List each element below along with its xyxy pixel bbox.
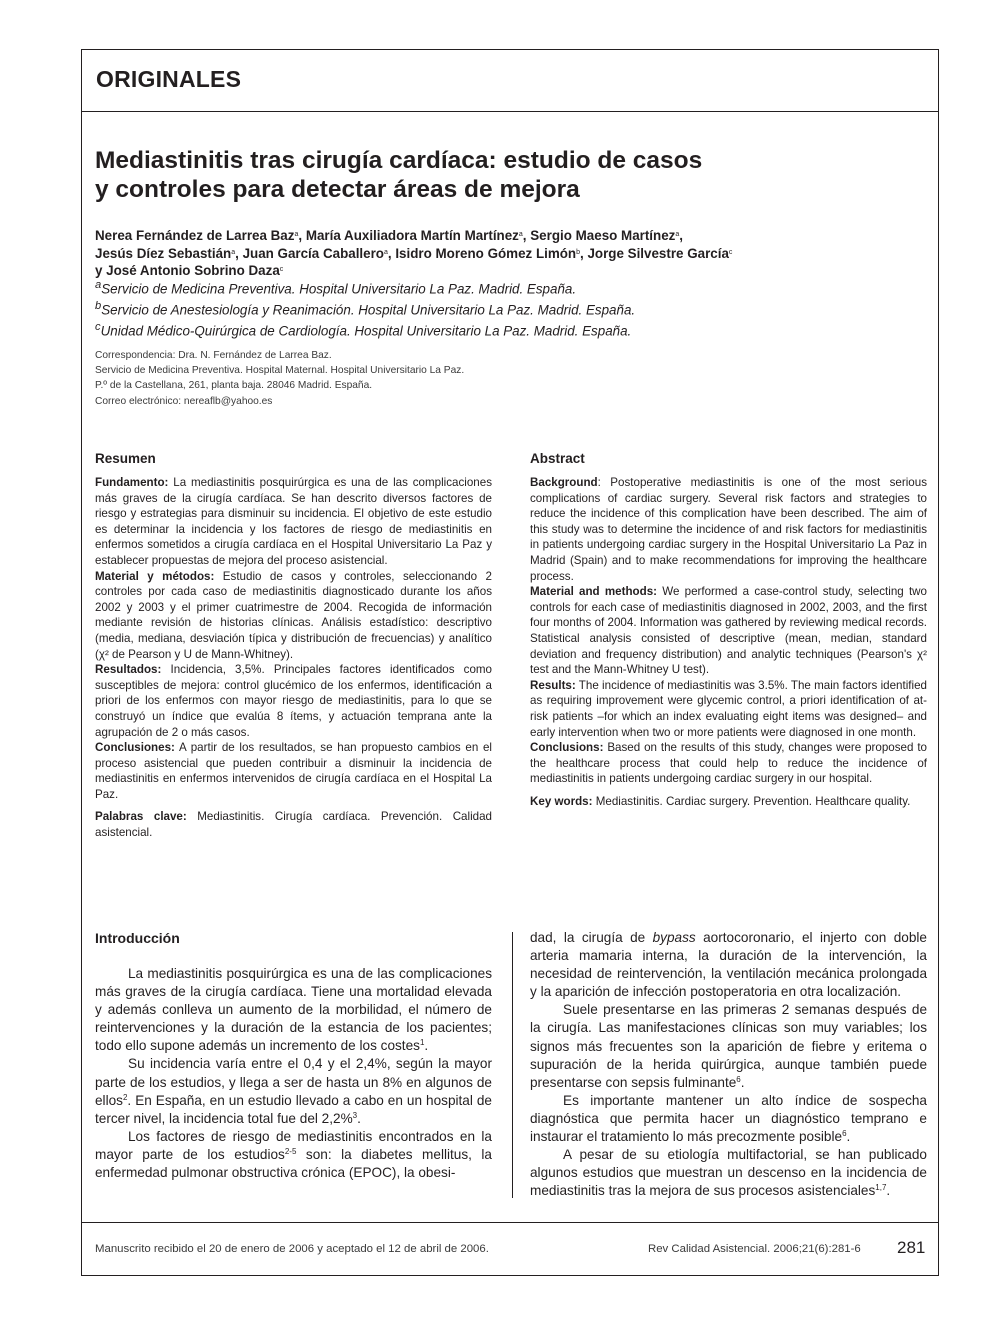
author: Sergio Maeso Martínez — [530, 228, 676, 243]
resumen-text: Incidencia, 3,5%. Principales factores identificados como susceptibles de mejora: control glucémico de los enfermos, identificación a priori de los enfermos con mayor riesgo de mediastinitis, para lo que se construyó un índice que evalúa 8 ítems, y actuación temprana ante la agrupación de 2 o más casos. — [95, 663, 492, 739]
abstract-body — [530, 475, 927, 809]
footer-received: Manuscrito recibido el 20 de enero de 2006 y aceptado el 12 de abril de 2006. — [95, 1243, 489, 1255]
keywords-label: Key words: — [530, 794, 593, 808]
keywords-text: Mediastinitis. Cirugía cardíaca. Prevención. Calidad asistencial. — [95, 810, 493, 840]
author-list — [95, 227, 915, 280]
intro-paragraph — [95, 965, 492, 1055]
resumen-label: Fundamento: — [95, 476, 169, 489]
affiliation — [95, 319, 915, 340]
author-separator: , — [580, 245, 588, 261]
correspondence-line: Correspondencia: Dra. N. Fernández de Larrea Baz. — [95, 350, 332, 361]
affiliation-mark: b — [95, 299, 102, 312]
citation: 2 — [122, 1092, 128, 1102]
abstract-label: Background — [530, 476, 598, 489]
abstract-paragraph — [530, 678, 927, 740]
keywords-text: Mediastinitis. Cardiac surgery. Prevention. Healthcare quality. — [592, 794, 911, 808]
author-separator: , — [298, 228, 306, 243]
resumen-paragraph — [95, 662, 492, 740]
resumen-paragraph — [95, 740, 492, 802]
intro-column-right — [530, 929, 927, 1200]
footer-divider — [81, 1222, 939, 1223]
abstract-paragraph — [530, 740, 927, 787]
author-aff-mark: a — [231, 248, 236, 256]
affiliation-mark: a — [95, 279, 102, 291]
correspondence-email: Correo electrónico: nereaflb@yahoo.es — [95, 395, 273, 407]
citation: 1,7 — [875, 1183, 887, 1193]
abstract-paragraph — [530, 475, 927, 584]
author-separator: , — [522, 228, 531, 243]
affiliation-text: Servicio de Anestesiología y Reanimación. Hospital Universitario La Paz. Madrid. España. — [101, 302, 636, 318]
author-aff-mark: a — [294, 231, 299, 238]
intro-text: Suele presentarse en las primeras 2 semanas después de la cirugía. Las manifestaciones clínicas son muy variables; los signos más frecuentes son la aparición de fiebre y eritema o supuración de la herida quirúrgica, aunque también puede presentarse con sepsis fulminante — [530, 1002, 927, 1090]
abstract-text: Based on the results of this study, changes were proposed to the healthcare process that could help to reduce the incidence of mediastinitis in patients undergoing cardiac surgery in our hospital. — [530, 741, 927, 786]
intro-text: dad, la cirugía de — [530, 930, 653, 945]
intro-text: . — [846, 1129, 851, 1145]
author: María Auxiliadora Martín Martínez — [305, 228, 519, 243]
intro-text: . — [740, 1074, 745, 1090]
resumen-body — [95, 475, 492, 841]
affiliation-text: Unidad Médico-Quirúrgica de Cardiología. Hospital Universitario La Paz. Madrid. España. — [100, 323, 632, 339]
intro-text: son: la diabetes mellitus, la enfermedad pulmonar obstructiva crónica (EPOC), la obesi- — [95, 1146, 492, 1181]
resumen-text: Estudio de casos y controles, seleccionando 2 controles por cada caso de mediastinitis diagnosticado durante los años 2002 y 2003 y el primer cuatrimestre de 2004. Recogida de información mediante revisión de historias clínicas. Análisis estadístico: descriptivo (media, mediana, desviación típica y distribución de frecuencias) y analítico (χ² de Pearson y U de Mann-Whitney). — [95, 569, 492, 661]
intro-heading: Introducción — [95, 930, 180, 946]
citation: 1 — [419, 1038, 425, 1048]
resumen-text: A partir de los resultados, se han propuesto cambios en el proceso asistencial que pueden contribuir a disminuir la incidencia de mediastinitis en enfermos intervenidos de cirugía cardíaca en el Hospital La Paz. — [95, 741, 492, 801]
abstract-label: Results: — [530, 678, 576, 692]
intro-paragraph — [530, 1001, 927, 1091]
column-divider — [512, 932, 513, 1198]
intro-text: Los factores de riesgo de mediastinitis encontrados en la mayor parte de los estudios — [95, 1128, 492, 1162]
intro-paragraph — [95, 1055, 492, 1127]
resumen-label: Conclusiones: — [95, 741, 175, 755]
title-line: y controles para detectar áreas de mejora — [95, 176, 580, 203]
affiliation — [95, 298, 915, 319]
author: y José Antonio Sobrino Daza — [95, 263, 280, 278]
intro-paragraph — [530, 1092, 927, 1146]
affiliation — [95, 277, 915, 298]
citation: 2-5 — [284, 1146, 297, 1156]
section-label: ORIGINALES — [96, 66, 242, 92]
abstract-label: Conclusions: — [530, 741, 604, 755]
author-separator: , — [679, 228, 683, 243]
affiliation-mark: c — [95, 320, 101, 333]
author-separator: , — [387, 245, 396, 261]
author: Nerea Fernández de Larrea Baz — [95, 228, 295, 243]
intro-text: Es importante mantener un alto índice de sospecha diagnóstica que permita hacer un diagnóstico temprano e instaurar el tratamiento lo más precozmente posible — [530, 1092, 927, 1145]
title-line: Mediastinitis tras cirugía cardíaca: estudio de casos — [95, 147, 703, 174]
intro-text: La mediastinitis posquirúrgica es una de las complicaciones más graves de la cirugía cardíaca. Tiene una mortalidad elevada y además conlleva un aumento de la morbilidad, el número de reintervenciones y la duración de la estancia de los pacientes; todo ello supone además un incremento de los costes — [95, 966, 492, 1054]
intro-italic: bypass — [652, 930, 696, 945]
resumen-keywords — [95, 809, 492, 840]
resumen-text: La mediastinitis posquirúrgica es una de las complicaciones más graves de la cirugía cardíaca. Se han descrito diversos factores de riesgo y estrategias para disminuir su incidencia. El objetivo de este estudio es determinar la incidencia y los factores de riesgo de mediastinitis en enfermos sometidos a cirugía cardíaca en el Hospital Universitario La Paz y establecer propuestas de mejora del proceso asistencial. — [95, 476, 492, 567]
author-separator: , — [235, 245, 243, 261]
correspondence-line: Servicio de Medicina Preventiva. Hospital Maternal. Hospital Universitario La Paz. — [95, 365, 465, 377]
abstract-text: We performed a case-control study, selecting two controls for each case of mediastinitis diagnosed in 2002, 2003, and the first four months of 2004. Information was gathered by reviewing medical records. Statistical analysis consisted of descriptive (mean, median, standard deviation and frequency distribution) and analytic techniques (Pearson's χ² test and the Mann-Whitney U test). — [530, 585, 927, 677]
resumen-heading: Resumen — [95, 451, 156, 466]
correspondence-line: P.º de la Castellana, 261, planta baja. 28046 Madrid. España. — [95, 380, 373, 392]
resumen-label: Material y métodos: — [95, 569, 215, 583]
page-number: 281 — [897, 1238, 926, 1257]
abstract-text: : Postoperative mediastinitis is one of the most serious complications of cardiac surgery. Several risk factors and strategies to reduce the incidence of this complication have been described. The aim of this study was to determine the incidence of and risk factors for mediastinitis in patients undergoing cardiac surgery in the Hospital Universitario La Paz in Madrid (Spain) and to make recommendations for improving the healthcare process. — [530, 476, 927, 583]
author-aff-mark: c — [728, 248, 733, 256]
author-aff-mark: a — [675, 231, 680, 238]
resumen-label: Resultados: — [95, 663, 162, 677]
article-title — [95, 146, 855, 204]
intro-text: . — [886, 1183, 891, 1199]
author: Juan García Caballero — [242, 245, 384, 261]
intro-paragraph-continued — [530, 929, 927, 1001]
keywords-label: Palabras clave: — [95, 810, 187, 824]
intro-text: . — [424, 1038, 429, 1054]
author: Jesús Díez Sebastián — [95, 245, 232, 261]
author: Isidro Moreno Gómez Limón — [395, 245, 577, 261]
intro-paragraph — [530, 1146, 927, 1200]
intro-text: . En España, en un estudio llevado a cabo en un hospital de tercer nivel, la incidencia total fue del 2,2% — [95, 1092, 492, 1126]
author-aff-mark: a — [518, 231, 523, 238]
affiliation-text: Servicio de Medicina Preventiva. Hospital Universitario La Paz. Madrid. España. — [101, 281, 577, 297]
intro-text: A pesar de su etiología multifactorial, se han publicado algunos estudios que muestran un descenso en la incidencia de mediastinitis tras la mejora de sus procesos asistenciales — [530, 1147, 927, 1199]
intro-column-left — [95, 965, 492, 1182]
intro-paragraph — [95, 1128, 492, 1182]
abstract-text: The incidence of mediastinitis was 3.5%. The main factors identified as requiring improvement were glycemic control, a priori identification of at-risk patients –for which an index evaluating eight items was designed– and early intervention when two or more patients were diagnosed in one month. — [530, 678, 927, 739]
citation: 6 — [736, 1074, 741, 1084]
resumen-paragraph — [95, 475, 492, 569]
intro-text: . — [357, 1110, 361, 1126]
abstract-paragraph — [530, 584, 927, 678]
abstract-heading: Abstract — [530, 451, 585, 466]
intro-text: Su incidencia varía entre el 0,4 y el 2,4%, según la mayor parte de los estudios, y llega a ser de hasta un 8% en algunos de ellos — [95, 1056, 492, 1108]
affiliation-list — [95, 277, 915, 340]
abstract-keywords — [530, 794, 927, 810]
footer-journal: Rev Calidad Asistencial. 2006;21(6):281-6 — [648, 1243, 861, 1255]
citation: 6 — [842, 1129, 847, 1139]
author-aff-mark: c — [279, 266, 284, 273]
author-aff-mark: b — [576, 248, 581, 256]
citation: 3 — [352, 1110, 358, 1120]
intro-text: aortocoronario, el injerto con doble arteria mamaria interna, la duración de la intervención, la necesidad de reintervención, la ventilación mecánica prolongada y la aparición de infección postoperatoria en otra localización. — [530, 930, 927, 1000]
author: Jorge Silvestre García — [587, 245, 729, 261]
resumen-paragraph — [95, 569, 492, 663]
section-header — [82, 50, 938, 112]
author-aff-mark: a — [383, 248, 388, 256]
correspondence-block — [95, 348, 615, 409]
abstract-label: Material and methods: — [530, 585, 658, 599]
